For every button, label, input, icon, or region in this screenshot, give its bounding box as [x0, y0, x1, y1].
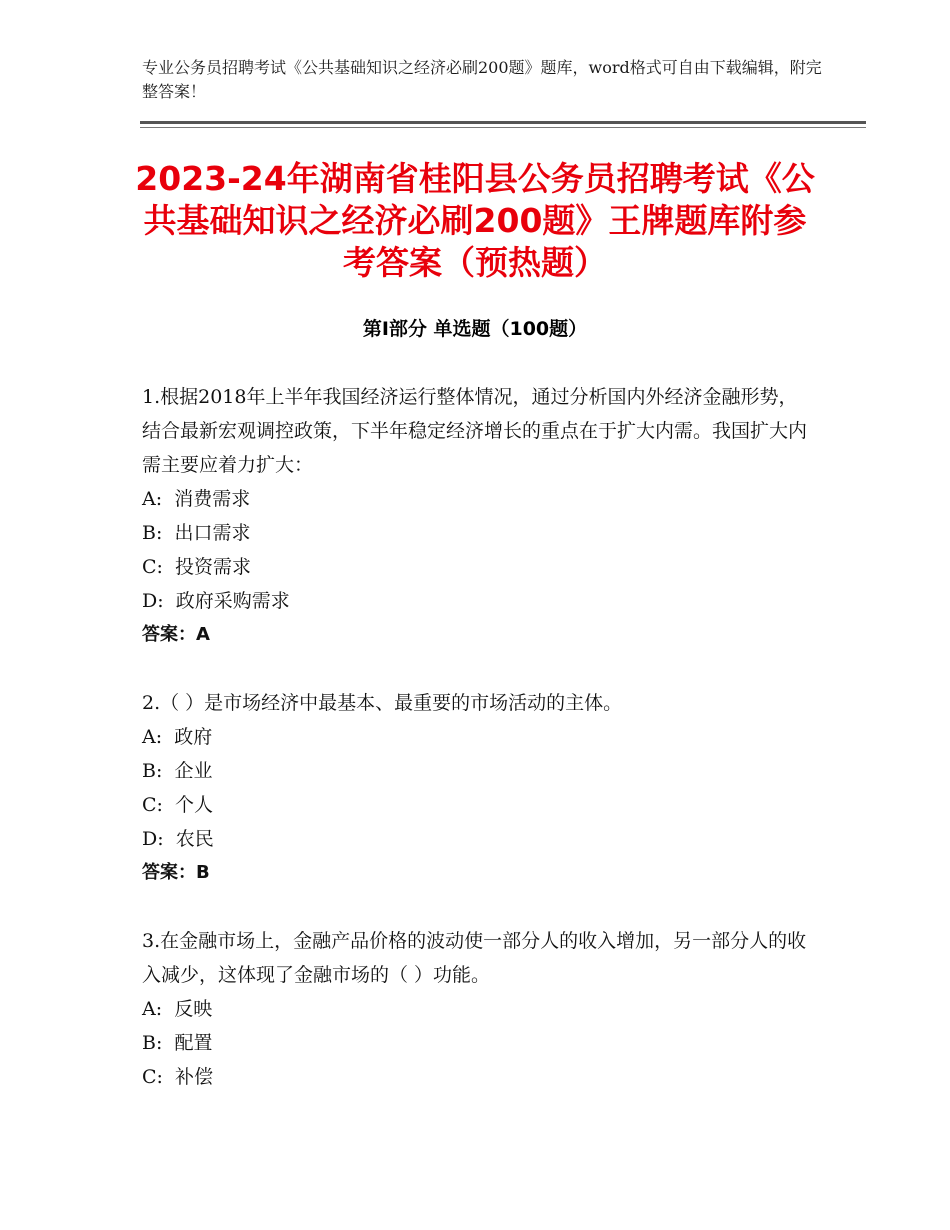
document-title: 2023-24年湖南省桂阳县公务员招聘考试《公共基础知识之经济必刷200题》王牌题库附参考答案（预热题）: [135, 159, 815, 282]
option-c: C: 补偿: [142, 1066, 214, 1088]
option-a: A: 反映: [142, 998, 213, 1020]
answer: 答案：A: [142, 624, 210, 645]
question-text: 3.在金融市场上，金融产品价格的波动使一部分人的收入增加，另一部分人的收入减少，这体现了金融市场的（ ）功能。: [142, 930, 807, 986]
question-1: [142, 380, 807, 652]
question-list: [142, 380, 807, 1128]
option-c: C: 个人: [142, 794, 214, 816]
header-divider-thin: [140, 127, 866, 128]
header-note: 专业公务员招聘考试《公共基础知识之经济必刷200题》题库，word格式可自由下载编辑，附完整答案！: [142, 58, 822, 101]
option-b: B: 配置: [142, 1032, 213, 1054]
question-3: [142, 924, 807, 1094]
option-c: C: 投资需求: [142, 556, 252, 578]
option-a: A: 消费需求: [142, 488, 251, 510]
option-d: D: 政府采购需求: [142, 590, 290, 612]
header-divider-thick: [140, 121, 866, 124]
option-b: B: 企业: [142, 760, 213, 782]
option-b: B: 出口需求: [142, 522, 251, 544]
option-a: A: 政府: [142, 726, 213, 748]
option-d: D: 农民: [142, 828, 214, 850]
question-text: 1.根据2018年上半年我国经济运行整体情况，通过分析国内外经济金融形势，结合最新宏观调控政策，下半年稳定经济增长的重点在于扩大内需。我国扩大内需主要应着力扩大：: [142, 386, 808, 476]
answer: 答案：B: [142, 862, 210, 883]
section-heading: 第Ⅰ部分 单选题（100题）: [362, 318, 588, 340]
question-text: 2.（ ）是市场经济中最基本、最重要的市场活动的主体。: [142, 692, 623, 714]
question-2: [142, 686, 807, 890]
